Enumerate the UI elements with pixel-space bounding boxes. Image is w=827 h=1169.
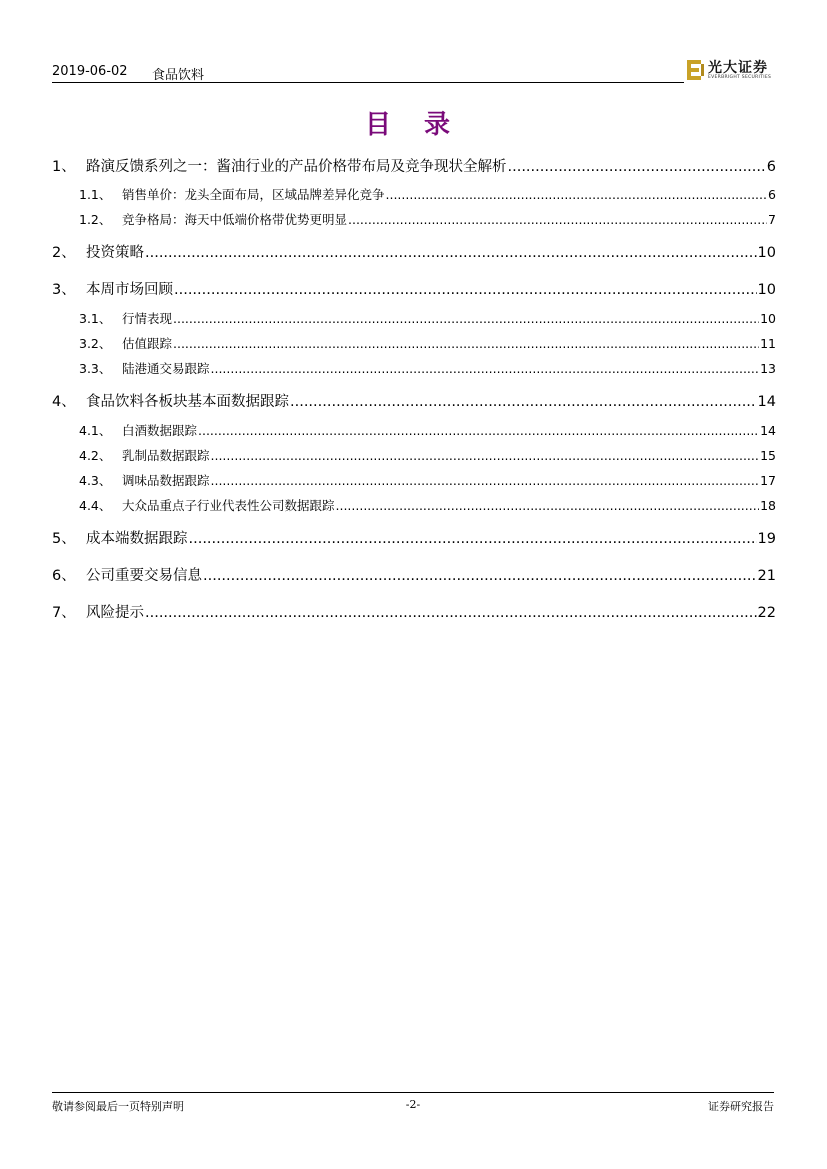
- toc-dot-leader: [145, 605, 757, 621]
- toc-dot-leader: [290, 394, 757, 410]
- toc-entry-page: 10: [757, 282, 776, 298]
- toc-entry-title: 乳制品数据跟踪: [122, 448, 210, 463]
- footer-rule: [52, 1092, 774, 1093]
- toc-entry-title: 陆港通交易跟踪: [122, 361, 210, 376]
- toc-entry-number: 2、: [52, 245, 76, 261]
- toc-entry[interactable]: [52, 210, 776, 228]
- toc-entry-number: 3、: [52, 282, 76, 298]
- toc-entry-page: 13: [760, 361, 776, 376]
- toc-entry[interactable]: [52, 334, 776, 352]
- toc-dot-leader: [386, 187, 768, 202]
- toc-entry-page: 15: [760, 448, 776, 463]
- toc-entry-title: 大众品重点子行业代表性公司数据跟踪: [122, 498, 335, 513]
- toc-entry-number: 1.2、: [79, 212, 112, 227]
- toc-dot-leader: [189, 531, 757, 547]
- toc-entry[interactable]: [52, 278, 776, 299]
- toc-entry-number: 4.2、: [79, 448, 112, 463]
- toc-entry[interactable]: [52, 241, 776, 262]
- toc-entry-title: 调味品数据跟踪: [122, 473, 210, 488]
- everbright-logo: [686, 58, 776, 84]
- toc-entry[interactable]: [52, 601, 776, 622]
- toc-entry[interactable]: [52, 390, 776, 411]
- toc-dot-leader: [198, 423, 759, 438]
- toc-entry-number: 4.4、: [79, 498, 112, 513]
- toc-entry-title: 风险提示: [86, 605, 144, 621]
- toc-entry[interactable]: [52, 471, 776, 489]
- page-header: [52, 58, 774, 84]
- toc-entry[interactable]: [52, 309, 776, 327]
- toc-dot-leader: [174, 282, 757, 298]
- toc-entry[interactable]: [52, 496, 776, 514]
- toc-entry-page: 17: [760, 473, 776, 488]
- toc-entry-page: 10: [760, 311, 776, 326]
- toc-entry-page: 7: [768, 212, 776, 227]
- toc-entry-title: 成本端数据跟踪: [86, 531, 188, 547]
- toc-entry[interactable]: [52, 527, 776, 548]
- toc-entry-page: 14: [760, 423, 776, 438]
- toc-entry-title: 行情表现: [122, 311, 173, 326]
- toc-dot-leader: [211, 361, 760, 376]
- toc-entry-number: 5、: [52, 531, 76, 547]
- header-rule: [52, 82, 684, 83]
- toc-entry-page: 6: [768, 187, 776, 202]
- toc-entry-number: 7、: [52, 605, 76, 621]
- toc-entry-title: 白酒数据跟踪: [122, 423, 198, 438]
- toc-entry-title: 竞争格局：海天中低端价格带优势更明显: [122, 212, 348, 227]
- toc-entry-page: 10: [757, 245, 776, 261]
- header-date: 2019-06-02: [52, 64, 128, 79]
- toc-entry[interactable]: [52, 155, 776, 176]
- toc-entry-title: 公司重要交易信息: [86, 568, 202, 584]
- toc-entry-number: 1、: [52, 159, 76, 175]
- logo-en-text: EVERBRIGHT SECURITIES: [708, 75, 772, 80]
- toc-entry-page: 18: [760, 498, 776, 513]
- toc-title: 目 录: [364, 110, 463, 140]
- toc-entry-page: 21: [757, 568, 776, 584]
- toc-entry-page: 6: [766, 159, 776, 175]
- toc-entry-page: 19: [757, 531, 776, 547]
- toc-dot-leader: [211, 473, 760, 488]
- toc-dot-leader: [203, 568, 757, 584]
- toc-entry-title: 路演反馈系列之一：酱油行业的产品价格带布局及竞争现状全解析: [86, 159, 507, 175]
- toc-dot-leader: [211, 448, 760, 463]
- toc-entry[interactable]: [52, 185, 776, 203]
- page-number: -2-: [405, 1098, 421, 1111]
- toc-entry-number: 4.3、: [79, 473, 112, 488]
- toc-entry-title: 估值跟踪: [122, 336, 173, 351]
- toc-entry-page: 11: [760, 336, 776, 351]
- toc-entry-number: 3.1、: [79, 311, 112, 326]
- toc-entry-number: 1.1、: [79, 187, 112, 202]
- page-footer: [52, 1092, 774, 1122]
- toc-entry-number: 4、: [52, 394, 76, 410]
- toc-entry-number: 3.2、: [79, 336, 112, 351]
- toc-dot-leader: [348, 212, 767, 227]
- toc-entry[interactable]: [52, 359, 776, 377]
- header-sector: 食品饮料: [152, 68, 205, 83]
- toc-entry-number: 4.1、: [79, 423, 112, 438]
- toc-entry-page: 14: [757, 394, 776, 410]
- toc-entry[interactable]: [52, 446, 776, 464]
- toc-dot-leader: [173, 336, 759, 351]
- toc-dot-leader: [145, 245, 757, 261]
- toc-entry-page: 22: [757, 605, 776, 621]
- toc-entry-title: 投资策略: [86, 245, 144, 261]
- logo-cn-text: 光大证券: [708, 60, 768, 76]
- footer-disclaimer: 敬请参阅最后一页特别声明: [52, 1100, 184, 1113]
- toc-entry-title: 本周市场回顾: [86, 282, 173, 298]
- toc-entry[interactable]: [52, 421, 776, 439]
- toc-dot-leader: [173, 311, 759, 326]
- toc-entry-number: 3.3、: [79, 361, 112, 376]
- toc-entry-number: 6、: [52, 568, 76, 584]
- toc-dot-leader: [336, 498, 760, 513]
- everbright-logo-icon: [686, 58, 706, 82]
- toc-entry-title: 销售单价：龙头全面布局，区域品牌差异化竞争: [122, 187, 385, 202]
- toc-dot-leader: [508, 159, 766, 175]
- toc-entry-title: 食品饮料各板块基本面数据跟踪: [86, 394, 289, 410]
- footer-report-type: 证券研究报告: [708, 1100, 774, 1113]
- toc-entry[interactable]: [52, 564, 776, 585]
